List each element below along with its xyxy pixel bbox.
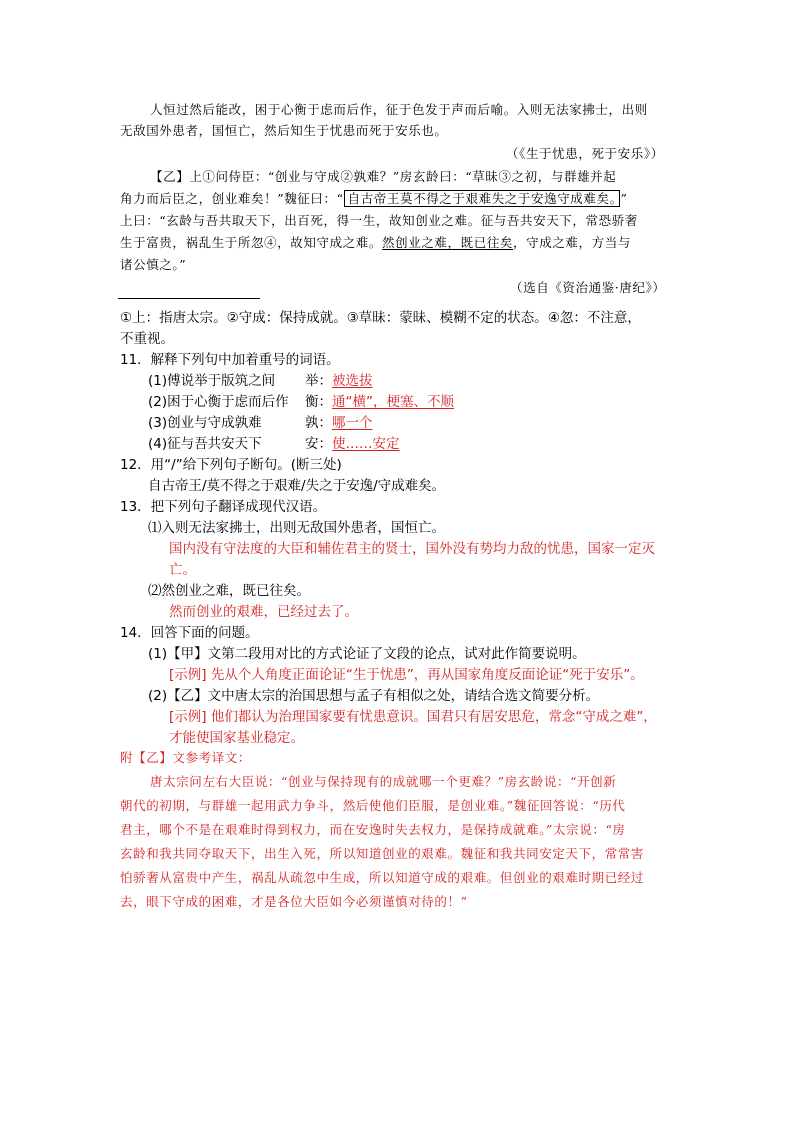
q11-sentence-4: (4)征与吾共安天下: [148, 436, 262, 452]
q11-sentence-2: (2)困于心衡于虑而后作: [148, 394, 289, 410]
translation-title: 附【乙】文参考译文：: [120, 750, 252, 765]
q11-sentence-3: (3)创业与守成孰难: [148, 415, 262, 431]
q11-sentence-1: (1)傅说举于版筑之间: [148, 373, 276, 389]
yi-line-4: [120, 233, 631, 251]
q11-answer-1: 被选拔: [332, 373, 373, 389]
q11-stem: 11．解释下列句中加着重号的词语。: [120, 352, 340, 368]
yi-line-1: [150, 167, 616, 185]
jia-line-1: 人恒过然后能改，困于心衡于虑而后作，征于色发于声而后喻。入则无法家拂士，出则: [150, 102, 648, 117]
q11-answer-2: 通“横”，梗塞、不顺: [332, 394, 454, 410]
q13-answer-2: 然而创业的艰难，已经过去了。: [169, 604, 358, 620]
yi-line-2: [120, 189, 627, 207]
footnote-rule: [118, 298, 260, 299]
q11-answer-4: 使……安定: [332, 436, 400, 452]
translation-line-5: 怕骄奢从富贵中产生，祸乱从疏忽中生成，所以知道守成的艰难。但创业的艰难时期已经过: [120, 870, 645, 885]
yi-label: 【乙】: [150, 169, 190, 184]
q13-sentence-1: ⑴入则无法家拂士，出则无敌国外患者，国恒亡。: [148, 520, 445, 536]
q14-sentence-2: (2)【乙】文中唐太宗的治国思想与孟子有相似之处，请结合选文简要分析。: [148, 688, 600, 704]
translation-line-6: 去，眼下守成的困难，才是各位大臣如今必须谨慎对待的！”: [120, 894, 468, 909]
q12-stem: 12．用“/”给下列句子断句。(断三处): [120, 457, 342, 473]
notes-line-2: 不重视。: [120, 331, 174, 347]
yi-line-1-text: 上①问侍臣：“创业与守成②孰难？”房玄龄曰：“草昧③之初，与群雄并起: [189, 169, 617, 184]
q14-answer-2-line-1: [示例] 他们都认为治理国家要有忧患意识。国君只有居安思危，常念“守成之难”，: [169, 709, 657, 725]
q13-answer-1-line-2: 亡。: [169, 562, 196, 578]
q11-word-2: 衡：: [305, 394, 332, 410]
q11-word-4: 安：: [305, 436, 332, 452]
q14-stem: 14．回答下面的问题。: [120, 625, 259, 641]
notes-line-1: ①上：指唐太宗。②守成：保持成就。③草昧：蒙昧、模糊不定的状态。④忽：不注意，: [120, 310, 641, 326]
q11-word-3: 孰：: [305, 415, 332, 431]
translation-line-1: 唐太宗问左右大臣说：“创业与保持现有的成就哪一个更难？”房玄龄说：“开创新: [150, 774, 617, 789]
jia-line-2: 无敌国外患者，国恒亡，然后知生于忧患而死于安乐也。: [120, 123, 448, 138]
boxed-sentence: 自古帝王莫不得之于艰难失之于安逸守成难矣。: [344, 190, 621, 207]
yi-line-4-tail: ，守成之难，方当与: [513, 235, 631, 250]
yi-line-2-text: 角力而后臣之，创业难矣！”魏征曰：“: [120, 191, 344, 206]
yi-line-2-close: ”: [620, 191, 628, 206]
q13-answer-1-line-1: 国内没有守法度的大臣和辅佐君主的贤士，国外没有势均力敌的忧患，国家一定灭: [169, 541, 655, 557]
yi-source: （选自《资治通鉴·唐纪》）: [510, 280, 666, 295]
yi-line-3: 上曰：“玄龄与吾共取天下，出百死，得一生，故知创业之难。征与吾共安天下，常恐骄奢: [120, 213, 638, 228]
q12-answer: 自古帝王/莫不得之于艰难/失之于安逸/守成难矣。: [148, 478, 446, 494]
underlined-sentence: 然创业之难，既已往矣: [382, 235, 514, 250]
q11-word-1: 举：: [305, 373, 332, 389]
q11-answer-3: 哪一个: [332, 415, 373, 431]
q13-sentence-2: ⑵然创业之难，既已往矣。: [148, 583, 310, 599]
translation-line-4: 玄龄和我共同夺取天下，出生入死，所以知道创业的艰难。魏征和我共同安定天下，常常害: [120, 846, 645, 861]
translation-line-2: 朝代的初期，与群雄一起用武力争斗，然后使他们臣服，是创业难。”魏征回答说：“历代: [120, 798, 626, 813]
translation-line-3: 君主，哪个不是在艰难时得到权力，而在安逸时失去权力，是保持成就难。”太宗说：“房: [120, 822, 626, 837]
q14-answer-1: [示例] 先从个人角度正面论证“生于忧患”，再从国家角度反面论证“死于安乐”。: [169, 667, 644, 683]
yi-line-5: 诸公慎之。”: [120, 257, 187, 272]
q14-sentence-1: (1)【甲】文第二段用对比的方式论证了文段的论点，试对此作简要说明。: [148, 646, 586, 662]
q13-stem: 13．把下列句子翻译成现代汉语。: [120, 499, 327, 515]
jia-source: （《生于忧患，死于安乐》）: [506, 146, 664, 161]
q14-answer-2-line-2: 才能使国家基业稳定。: [169, 730, 304, 746]
yi-line-4-text: 生于富贵，祸乱生于所忽④，故知守成之难。: [120, 235, 383, 250]
